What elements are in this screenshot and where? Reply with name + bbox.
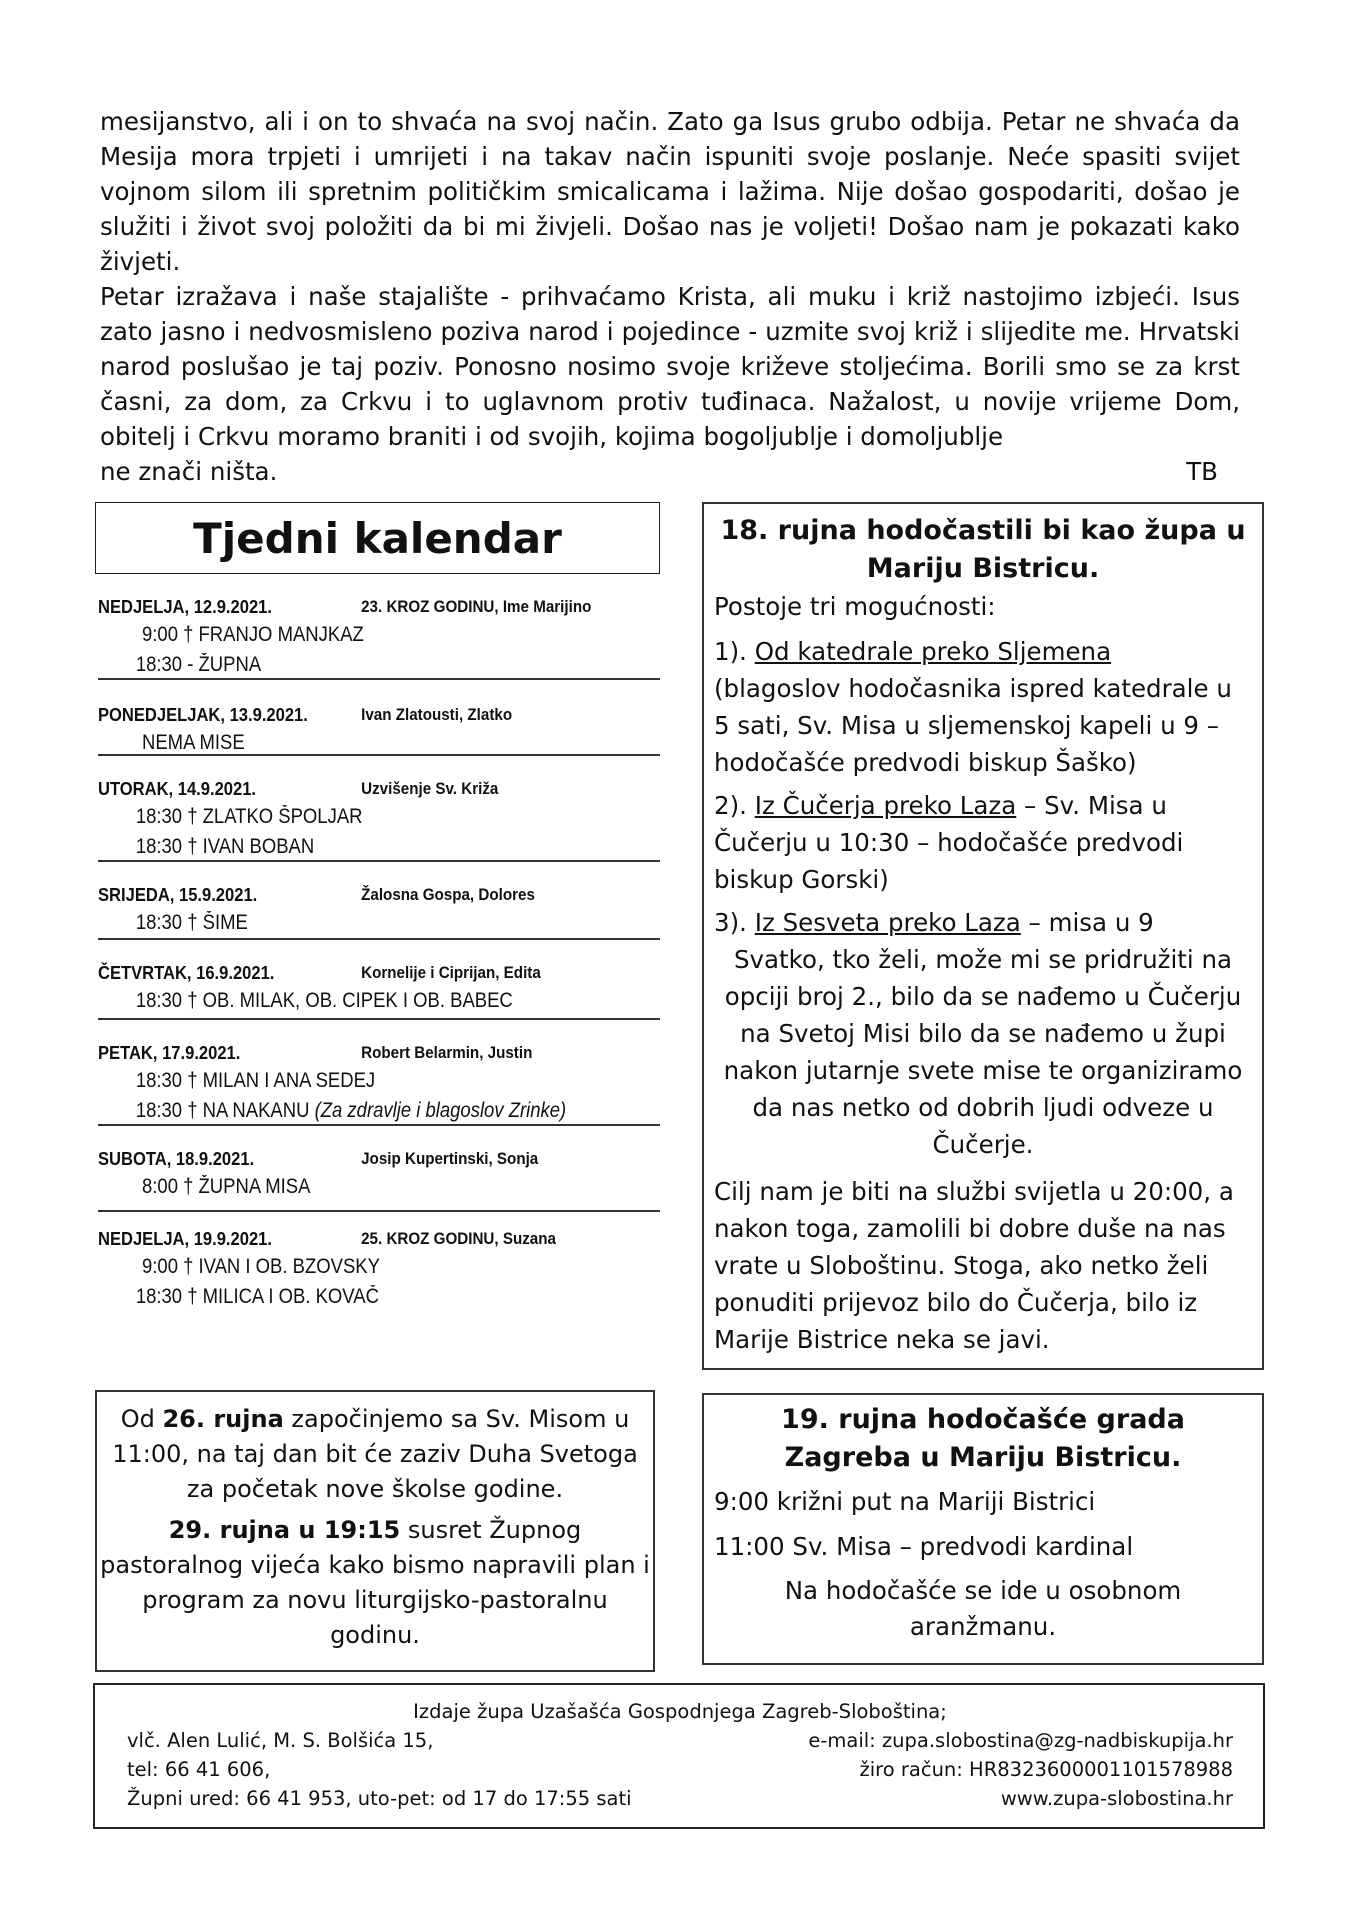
weekly-calendar (98, 590, 660, 1308)
pilgrimage-closing: Cilj nam je biti na službi svijetla u 20:00, a nakon toga, zamolili bi dobre duše na nas vrate u Sloboštinu. Stoga, ako netko želi ponuditi prijevoz bilo do Čučerja, bilo iz Marije Bistrice neka se javi. (714, 1177, 1234, 1354)
day-feast: Robert Belarmin, Justin (361, 1043, 533, 1062)
announcement-council-meeting (97, 1513, 653, 1653)
option-1 (714, 633, 1252, 781)
mass-entry: 18:30 † ŠIME (135, 911, 248, 934)
mass-intention: 18:30 † NA NAKANU (135, 1099, 310, 1122)
day-name: PONEDJELJAK, 13.9.2021. (98, 704, 308, 725)
pastor-address: vlč. Alen Lulić, M. S. Bolšića 15, (127, 1729, 434, 1752)
intro-closing-words: ne znači ništa. (100, 457, 278, 486)
publisher-footer (93, 1683, 1265, 1829)
announcements-box (95, 1390, 655, 1672)
intro-text (100, 104, 1240, 489)
day-name: SUBOTA, 18.9.2021. (98, 1148, 255, 1169)
option-route: Od katedrale preko Sljemena (754, 637, 1112, 666)
mass-entry: 18:30 † MILICA I OB. KOVAČ (135, 1285, 379, 1308)
day-name: NEDJELJA, 19.9.2021. (98, 1228, 272, 1249)
email-address: e-mail: zupa.slobostina@zg-nadbiskupija.hr (808, 1729, 1233, 1752)
mass-entry: 9:00 † FRANJO MANJKAZ (142, 623, 364, 646)
website: www.zupa-slobostina.hr (1000, 1787, 1233, 1810)
day-feast: 25. KROZ GODINU, Suzana (361, 1229, 556, 1248)
mass-entry: 9:00 † IVAN I OB. BZOVSKY (142, 1255, 380, 1278)
day-name: SRIJEDA, 15.9.2021. (98, 884, 258, 905)
announcement-text: započinjemo sa Sv. Misom u 11:00, na taj dan bit će zaziv Duha Svetoga za početak nove školse godine. (112, 1405, 638, 1503)
intro-paragraph-1: mesijanstvo, ali i on to shvaća na svoj način. Zato ga Isus grubo odbija. Petar ne shvaća da Mesija mora trpjeti i umrijeti i na takav način ispuniti svoje poslanje. Neće spasiti svijet vojnom silom ili spretnim političkim smicalicama i lažima. Nije došao gospodariti, došao je služiti i život svoj položiti da bi mi živjeli. Došao nas je voljeti! Došao nam je pokazati kako živjeti. (100, 107, 1240, 276)
option-3 (714, 904, 1252, 941)
option-3-details: Svatko, tko želi, može mi se pridružiti na opciji broj 2., bilo da se nađemo u Čučerju na Svetoj Misi bilo da se nađemo u župi nakon jutarnje svete mise te organiziramo da nas netko od dobrih ljudi odveze u Čučerje. (723, 945, 1243, 1159)
announcement-text: Od (120, 1405, 163, 1433)
day-feast: Uzvišenje Sv. Križa (361, 779, 499, 798)
calendar-day (98, 940, 660, 1020)
day-feast: 23. KROZ GODINU, Ime Marijino (361, 597, 592, 616)
day-name: NEDJELJA, 12.9.2021. (98, 596, 272, 617)
calendar-day (98, 1212, 660, 1308)
author-signature: TB (1186, 457, 1218, 486)
office-hours: Župni ured: 66 41 953, uto-pet: od 17 do 17:55 sati (127, 1787, 632, 1810)
announcement-school-year (97, 1402, 653, 1507)
option-details: (blagoslov hodočasnika ispred katedrale u 5 sati, Sv. Misa u sljemenskoj kapeli u 9 – hodočašće predvodi biskup Šaško) (714, 674, 1232, 777)
mass-entry: 18:30 † IVAN BOBAN (135, 835, 315, 858)
pilgrimage-title: 18. rujna hodočastili bi kao župa u Mariju Bistricu. (720, 515, 1246, 584)
announcement-date: 29. rujna u 19:15 (168, 1516, 401, 1544)
telephone: tel: 66 41 606, (127, 1758, 271, 1781)
options-intro: Postoje tri mogućnosti: (714, 592, 996, 621)
calendar-day (98, 756, 660, 862)
option-route: Iz Čučerja preko Laza (754, 791, 1017, 820)
option-details: – misa u 9 (1020, 908, 1154, 937)
day-name: UTORAK, 14.9.2021. (98, 778, 257, 799)
mass-entry: 8:00 † ŽUPNA MISA (142, 1175, 311, 1198)
day-name: ČETVRTAK, 16.9.2021. (98, 962, 275, 983)
option-number: 3). (714, 908, 755, 937)
day-name: PETAK, 17.9.2021. (98, 1042, 241, 1063)
calendar-day (98, 862, 660, 940)
footer-row (127, 1726, 1233, 1755)
bank-account: žiro račun: HR8323600001101578988 (859, 1758, 1233, 1781)
option-details: – Sv. Misa u Čučerju u 10:30 – hodočašće predvodi biskup Gorski) (714, 791, 1184, 894)
schedule-line: 9:00 križni put na Mariji Bistrici (714, 1487, 1096, 1516)
parish-pilgrimage-box (702, 502, 1264, 1370)
mass-entry (98, 1096, 593, 1126)
calendar-day (98, 680, 660, 756)
calendar-title-box (95, 502, 660, 574)
day-feast: Kornelije i Ciprijan, Edita (361, 963, 541, 982)
announcement-date: 26. rujna (162, 1405, 284, 1433)
calendar-day (98, 590, 660, 680)
day-feast: Ivan Zlatousti, Zlatko (361, 705, 513, 724)
intro-last-line (100, 454, 1240, 489)
publisher-line: Izdaje župa Uzašašća Gospodnjega Zagreb-Sloboština; (413, 1700, 947, 1723)
city-pilgrimage-box (702, 1393, 1264, 1665)
mass-entry: NEMA MISE (142, 731, 245, 754)
option-route: Iz Sesveta preko Laza (754, 908, 1021, 937)
option-2 (714, 787, 1252, 898)
option-number: 2). (714, 791, 755, 820)
day-feast: Josip Kupertinski, Sonja (361, 1149, 539, 1168)
mass-intention-note: (Za zdravlje i blagoslov Zrinke) (314, 1099, 567, 1122)
calendar-title: Tjedni kalendar (193, 513, 562, 563)
footer-row (127, 1755, 1233, 1784)
day-feast: Žalosna Gospa, Dolores (361, 885, 535, 904)
pilgrimage-title: 19. rujna hodočašće grada Zagreba u Mariju Bistricu. (781, 1404, 1185, 1473)
announcement-text: susret Župnog pastoralnog vijeća kako bismo napravili plan i program za novu liturgijsko-pastoralnu godinu. (100, 1516, 650, 1649)
pilgrimage-note: Na hodočašće se ide u osobnom aranžmanu. (784, 1576, 1182, 1641)
mass-entry: 18:30 † OB. MILAK, OB. CIPEK I OB. BABEC (135, 989, 513, 1012)
footer-row (127, 1784, 1233, 1813)
mass-entry: 18:30 † ZLATKO ŠPOLJAR (135, 805, 363, 828)
calendar-day (98, 1126, 660, 1212)
intro-paragraph-2: Petar izražava i naše stajalište - prihvaćamo Krista, ali muku i križ nastojimo izbjeći. Isus zato jasno i nedvosmisleno poziva narod i pojedince - uzmite svoj križ i slijedite me. Hrvatski narod poslušao je taj poziv. Ponosno nosimo svoje križeve stoljećima. Borili smo se za krst časni, za dom, za Crkvu i to uglavnom protiv tuđinaca. Nažalost, u novije vrijeme Dom, obitelj i Crkvu moramo braniti i od svojih, kojima bogoljublje i domoljublje (100, 282, 1240, 451)
option-number: 1). (714, 637, 755, 666)
mass-entry: 18:30 - ŽUPNA (135, 653, 262, 676)
schedule-line: 11:00 Sv. Misa – predvodi kardinal (714, 1532, 1134, 1561)
mass-entry: 18:30 † MILAN I ANA SEDEJ (135, 1069, 376, 1092)
calendar-day (98, 1020, 660, 1126)
